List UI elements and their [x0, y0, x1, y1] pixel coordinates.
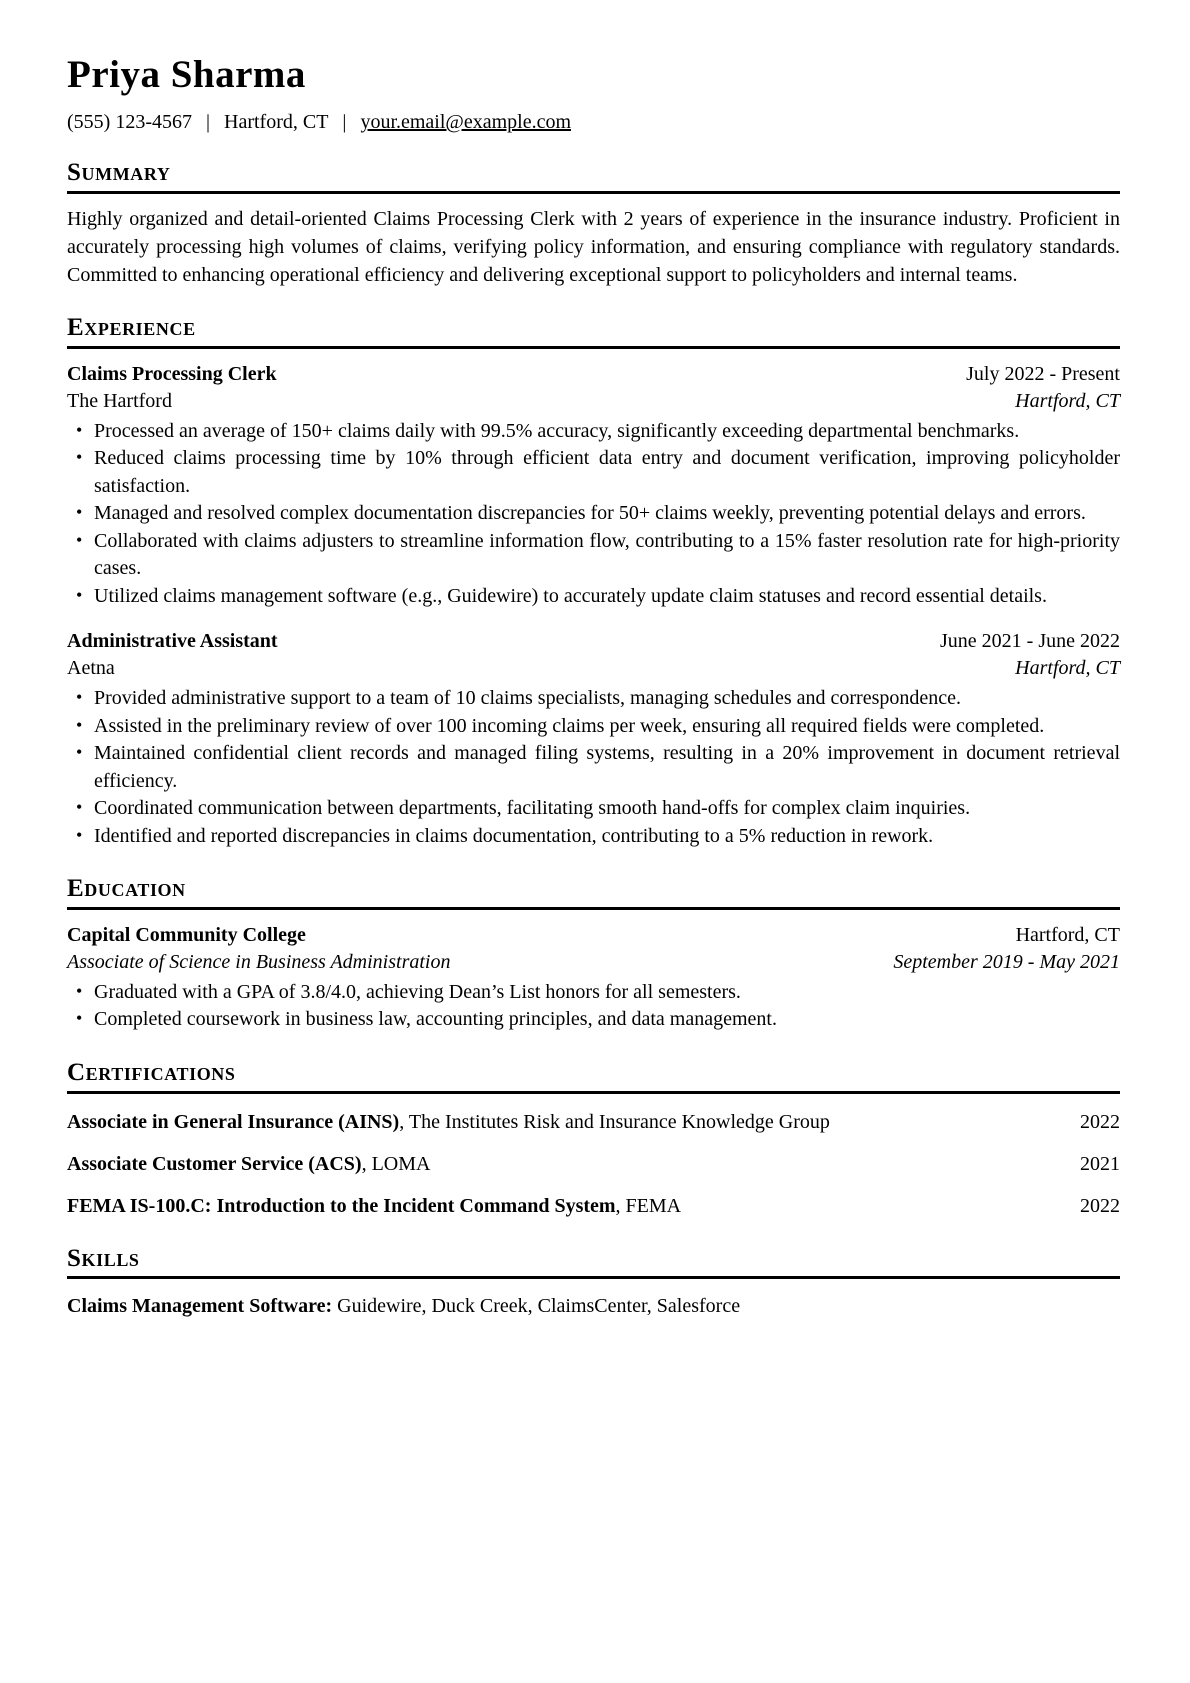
bullet-dot: •: [76, 502, 83, 522]
comma-separator: ,: [399, 1110, 409, 1133]
bullet-list: [67, 979, 1120, 1034]
bullet-item: [67, 685, 1120, 713]
certification-row: [67, 1193, 1120, 1220]
bullet-text: Coordinated communication between departments, facilitating smooth hand-offs for complex claim inquiries.: [94, 797, 971, 819]
certification-text: [67, 1193, 701, 1220]
bullet-dot: •: [76, 419, 83, 440]
job-title: Claims Processing Clerk: [67, 362, 277, 385]
skills-row: [67, 1293, 1120, 1320]
bullet-dot: •: [76, 447, 83, 467]
skill-category-label: Claims Management Software:: [67, 1295, 333, 1318]
job-entry: [67, 361, 1120, 611]
bullet-item: [67, 713, 1120, 741]
job-company: Aetna: [67, 657, 115, 679]
bullet-item: [67, 1006, 1120, 1034]
bullet-dot: •: [76, 1008, 83, 1029]
certification-row: [67, 1109, 1120, 1136]
job-company: The Hartford: [67, 389, 172, 412]
bullet-text: Reduced claims processing time by 10% through efficient data entry and document verification, improving policyholder satisfaction.: [94, 447, 1120, 497]
certification-name: FEMA IS-100.C: Introduction to the Incident Command System: [67, 1194, 616, 1217]
email-link[interactable]: your.email@example.com: [360, 111, 572, 133]
bullet-dot: •: [76, 797, 83, 817]
bullet-item: [67, 445, 1120, 500]
bullet-text: Utilized claims management software (e.g., Guidewire) to accurately update claim statuses and record essential details.: [94, 584, 1047, 607]
certification-text: [67, 1151, 450, 1178]
separator-bar: |: [205, 111, 210, 133]
certification-text: [67, 1109, 850, 1136]
contact-line: [67, 111, 1120, 134]
certification-name: Associate in General Insurance (AINS): [67, 1110, 400, 1133]
bullet-text: Managed and resolved complex documentation discrepancies for 50+ claims weekly, preventing potential delays and errors.: [94, 502, 1086, 524]
bullet-dot: •: [76, 584, 83, 605]
bullet-item: [67, 979, 1120, 1007]
section-title-certifications: Certifications: [67, 1059, 1120, 1094]
education-entry: [67, 922, 1120, 1034]
job-location: Hartford, CT: [1015, 657, 1120, 679]
bullet-text: Maintained confidential client records and managed filing systems, resulting in a 20% improvement in document retrieval efficiency.: [94, 742, 1120, 792]
bullet-text: Assisted in the preliminary review of over 100 incoming claims per week, ensuring all required fields were completed.: [94, 714, 1045, 737]
bullet-dot: •: [76, 980, 83, 1001]
education-header-row: [67, 922, 1120, 949]
job-location: Hartford, CT: [1015, 389, 1120, 412]
section-title-experience: Experience: [67, 314, 1120, 349]
job-dates: July 2022 - Present: [966, 362, 1120, 385]
section-title-summary: Summary: [67, 159, 1120, 194]
separator-bar: |: [342, 111, 347, 133]
education-degree: Associate of Science in Business Administration: [67, 950, 451, 973]
bullet-dot: •: [76, 824, 83, 845]
certification-year: 2022: [1080, 1110, 1120, 1133]
bullet-list: [67, 685, 1120, 850]
bullet-text: Provided administrative support to a team of 10 claims specialists, managing schedules and correspondence.: [94, 687, 961, 709]
education-location: Hartford, CT: [1015, 923, 1120, 946]
bullet-list: [67, 418, 1120, 611]
bullet-text: Collaborated with claims adjusters to streamline information flow, contributing to a 15% faster resolution rate for high-priority cases.: [94, 529, 1120, 579]
bullet-item: [67, 823, 1120, 851]
education-dates: September 2019 - May 2021: [893, 950, 1120, 973]
phone-number: (555) 123-4567: [67, 111, 192, 133]
job-subheader-row: [67, 388, 1120, 415]
resume-name: Priya Sharma: [67, 53, 306, 96]
certification-issuer: The Institutes Risk and Insurance Knowledge Group: [408, 1110, 830, 1133]
comma-separator: ,: [361, 1152, 372, 1175]
certification-issuer: FEMA: [625, 1194, 682, 1217]
bullet-text: Completed coursework in business law, accounting principles, and data management.: [94, 1008, 777, 1031]
comma-separator: ,: [615, 1194, 626, 1217]
section-title-skills: Skills: [67, 1245, 1120, 1280]
summary-text: Highly organized and detail-oriented Claims Processing Clerk with 2 years of experience in the insurance industry. Proficient in accurately processing high volumes of claims, verifying policy information, and ensuring compliance with regulatory standards. Committed to enhancing operational efficiency and delivering exceptional support to policyholders and internal teams.: [67, 207, 1120, 286]
job-header-row: [67, 628, 1120, 655]
certification-year: 2021: [1080, 1152, 1120, 1175]
education-subheader-row: [67, 949, 1120, 976]
section-title-education: Education: [67, 875, 1120, 910]
job-dates: June 2021 - June 2022: [940, 630, 1120, 652]
bullet-dot: •: [76, 714, 83, 735]
certification-issuer: LOMA: [371, 1152, 431, 1175]
bullet-item: [67, 418, 1120, 446]
certification-name: Associate Customer Service (ACS): [67, 1152, 362, 1175]
bullet-item: [67, 583, 1120, 611]
education-school: Capital Community College: [67, 923, 306, 946]
job-header-row: [67, 361, 1120, 388]
skill-values: Guidewire, Duck Creek, ClaimsCenter, Salesforce: [337, 1295, 741, 1318]
location-text: Hartford, CT: [224, 111, 329, 133]
bullet-item: [67, 795, 1120, 823]
bullet-dot: •: [76, 687, 83, 707]
bullet-text: Identified and reported discrepancies in claims documentation, contributing to a 5% reduction in rework.: [94, 824, 934, 847]
certification-row: [67, 1151, 1120, 1178]
job-subheader-row: [67, 655, 1120, 682]
job-title: Administrative Assistant: [67, 630, 278, 652]
bullet-dot: •: [76, 529, 83, 550]
bullet-text: Processed an average of 150+ claims daily with 99.5% accuracy, significantly exceeding departmental benchmarks.: [94, 419, 1020, 442]
bullet-text: Graduated with a GPA of 3.8/4.0, achieving Dean’s List honors for all semesters.: [94, 980, 741, 1003]
job-entry: [67, 628, 1120, 850]
bullet-item: [67, 528, 1120, 583]
bullet-dot: •: [76, 742, 83, 762]
bullet-item: [67, 500, 1120, 528]
certification-year: 2022: [1080, 1194, 1120, 1217]
bullet-item: [67, 740, 1120, 795]
